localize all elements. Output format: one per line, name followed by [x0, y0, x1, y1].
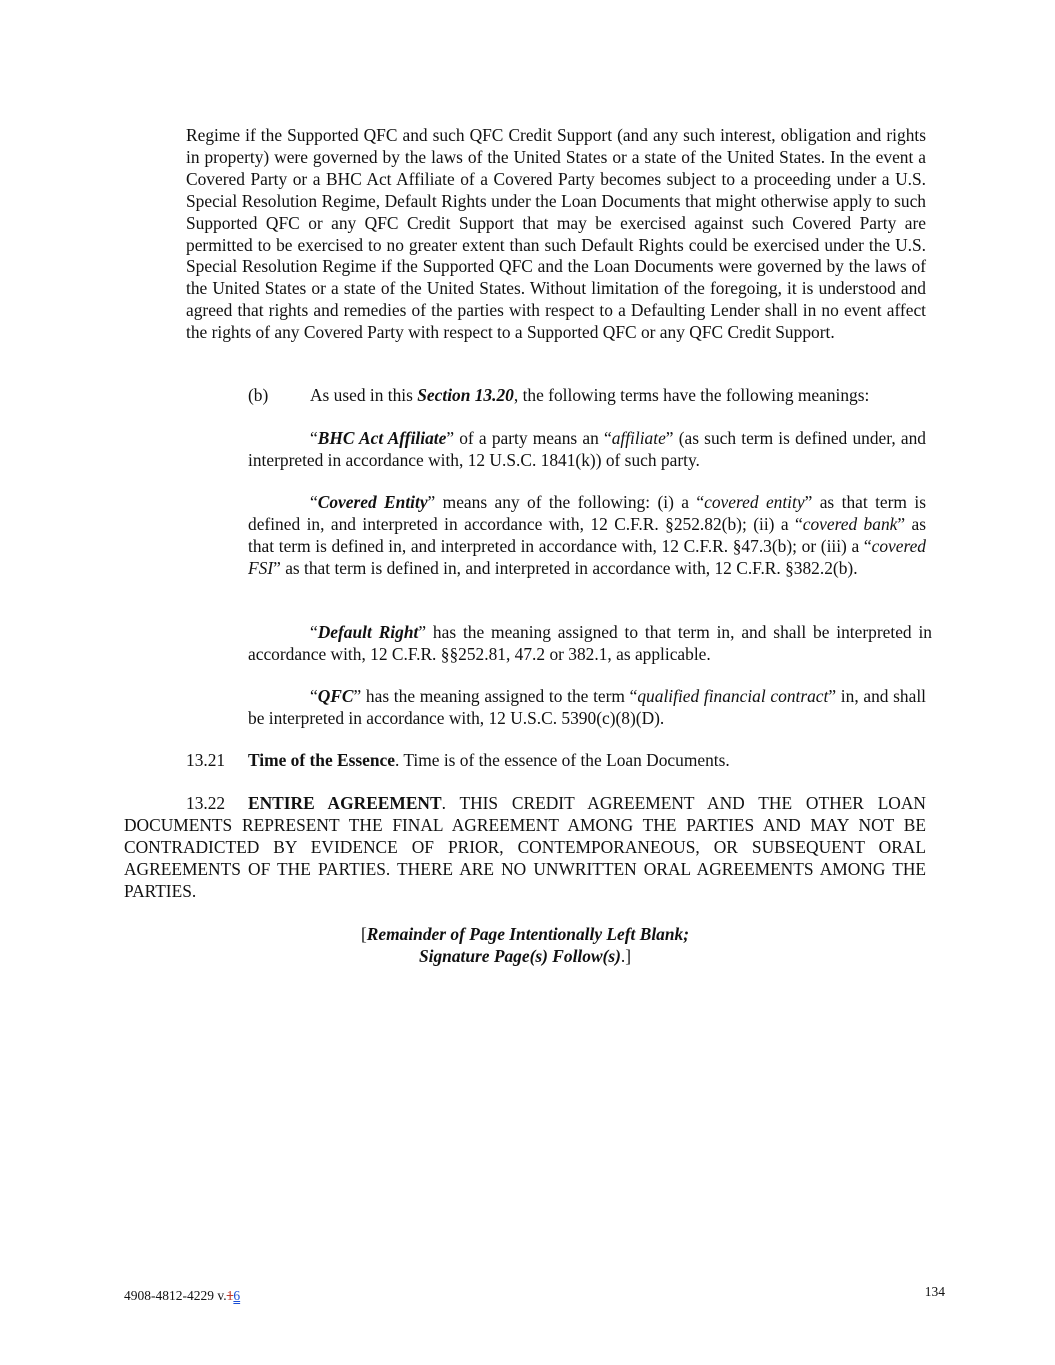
deleted-version-number: 1: [226, 1288, 234, 1303]
section-text: . Time is of the essence of the Loan Documents.: [395, 750, 730, 770]
section-heading: ENTIRE AGREEMENT: [248, 793, 442, 813]
section-13-22: [124, 793, 926, 903]
footer-document-id: 4908-4812-4229 v.16: [124, 1288, 241, 1303]
section-number: 13.22: [186, 793, 226, 813]
defined-term: Default Right: [317, 622, 419, 642]
section-number: 13.21: [186, 750, 226, 770]
definition-default-right: “Default Right” has the meaning assigned to that term in, and shall be interpreted in accordance with, 12 C.F.R. §§252.81, 47.2 or 382.1, as applicable.: [248, 622, 932, 664]
defined-term: Covered Entity: [317, 492, 428, 512]
defined-term: BHC Act Affiliate: [317, 428, 447, 448]
subsection-b-post: , the following terms have the following meanings:: [513, 385, 870, 405]
section-text: . THIS CREDIT AGREEMENT AND THE OTHER LOAN DOCUMENTS REPRESENT THE FINAL AGREEMENT AMONG THE PARTIES AND MAY NOT BE CONTRADICTED BY EVIDENCE OF PRIOR, CONTEMPORANEOUS, OR SUBSEQUENT ORAL AGREEMENTS OF THE PARTIES. THERE ARE NO UNWRITTEN ORAL AGREEMENTS AMONG THE PARTIES.: [124, 793, 926, 901]
inserted-version-number: 6: [233, 1288, 241, 1303]
definition-qfc: “QFC” has the meaning assigned to the term “qualified financial contract” in, and shall be interpreted in accordance with, 12 U.S.C. 5390(c)(8)(D).: [248, 686, 927, 728]
remainder-line-2: Signature Page(s) Follow(s): [418, 945, 621, 966]
remainder-notice: [Remainder of Page Intentionally Left Blank; Signature Page(s) Follow(s).]: [361, 924, 689, 966]
paragraph-a-continued: Regime if the Supported QFC and such QFC Credit Support (and any such interest, obligation and rights in property) were governed by the laws of the United States or a state of the United States. In the event a Covered Party or a BHC Act Affiliate of a Covered Party becomes subject to a proceeding under a U.S. Special Resolution Regime, Default Rights under the Loan Documents that might otherwise apply to such Supported QFC or any QFC Credit Support that may be exercised against such Covered Party are permitted to be exercised to no greater extent than such Default Rights could be exercised under the U.S. Special Resolution Regime if the Supported QFC and the Loan Documents were governed by the laws of the United States or a state of the United States. Without limitation of the foregoing, it is understood and agreed that rights and remedies of the parties with respect to a Defaulting Lender shall in no event affect the rights of any Covered Party with respect to a Supported QFC or any QFC Credit Support.: [186, 125, 926, 343]
subsection-b-pre: As used in this: [310, 385, 418, 405]
definition-bhc-act-affiliate: “BHC Act Affiliate” of a party means an “affiliate” (as such term is defined under, and interpreted in accordance with, 12 U.S.C. 1841(k)) of such party.: [248, 428, 926, 470]
section-heading: Time of the Essence: [248, 750, 395, 770]
section-reference: Section 13.20: [417, 385, 514, 405]
subsection-b-intro: [248, 385, 938, 407]
defined-term: QFC: [317, 686, 354, 706]
section-13-21: [186, 750, 730, 772]
definition-covered-entity: “Covered Entity” means any of the following: (i) a “covered entity” as that term is defined in, and interpreted in accordance with, 12 C.F.R. §252.82(b); (ii) a “covered bank” as that term is defined in, and interpreted in accordance with, 12 C.F.R. §47.3(b); or (iii) a “covered FSI” as that term is defined in, and interpreted in accordance with, 12 C.F.R. §382.2(b).: [248, 492, 927, 578]
subsection-b-label: (b): [248, 385, 269, 405]
page-number: 134: [924, 1284, 945, 1299]
remainder-line-1: Remainder of Page Intentionally Left Blank;: [366, 924, 689, 944]
